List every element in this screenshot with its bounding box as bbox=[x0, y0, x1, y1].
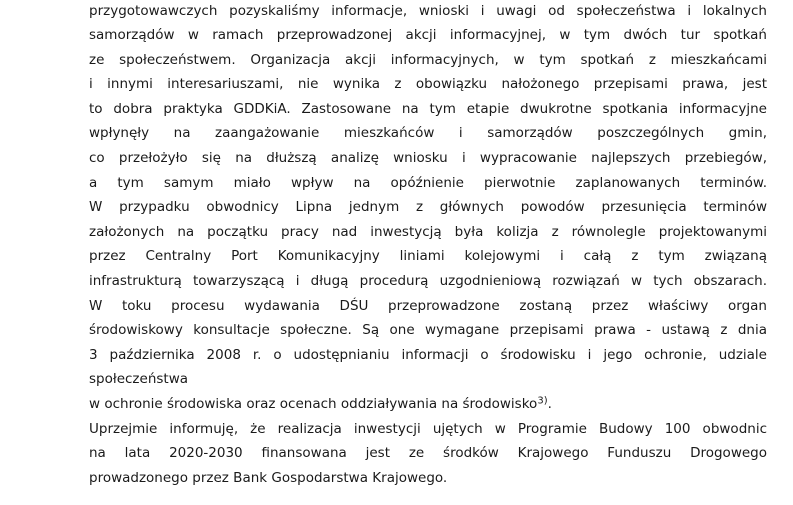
footnote-line bbox=[89, 392, 767, 417]
paragraph-line: wpłynęły na zaangażowanie mieszkańców i samorządów poszczególnych gmin, bbox=[89, 125, 767, 142]
letter-body-text bbox=[89, 0, 767, 490]
paragraph-line: W toku procesu wydawania DŚU przeprowadzone zostaną przez właściwy organ bbox=[89, 297, 767, 314]
paragraph-line: 3 października 2008 r. o udostępnianiu informacji o środowisku i jego ochronie, udziale bbox=[89, 346, 767, 363]
paragraph-line: samorządów w ramach przeprowadzonej akcji informacyjnej, w tym dwóch tur spotkań bbox=[89, 27, 767, 44]
footnote-line-period: . bbox=[547, 396, 552, 412]
paragraph-line: przygotowawczych pozyskaliśmy informacje, wnioski i uwagi od społeczeństwa i lokalnych bbox=[89, 2, 767, 19]
paragraph-line: środowiskowy konsultacje społeczne. Są one wymagane przepisami prawa - ustawą z dnia bbox=[89, 322, 767, 339]
paragraph-line: W przypadku obwodnicy Lipna jednym z głównych powodów przesunięcia terminów bbox=[89, 199, 767, 216]
paragraph-line: i innymi interesariuszami, nie wynika z obowiązku nałożonego przepisami prawa, jest bbox=[89, 76, 767, 93]
paragraph-line: to dobra praktyka GDDKiA. Zastosowane na tym etapie dwukrotne spotkania informacyjne bbox=[89, 100, 767, 117]
paragraph-line: a tym samym miało wpływ na opóźnienie pierwotnie zaplanowanych terminów. bbox=[89, 174, 767, 191]
footnote-line-text: w ochronie środowiska oraz ocenach oddziaływania na środowisko bbox=[89, 396, 538, 412]
paragraph-line: infrastrukturą towarzyszącą i długą procedurą uzgodnieniową rozwiązań w tych obszarach. bbox=[89, 273, 767, 290]
paragraph-line: na lata 2020-2030 finansowana jest ze środków Krajowego Funduszu Drogowego bbox=[89, 445, 767, 462]
footnote-marker: 3) bbox=[537, 395, 548, 407]
paragraph-line: prowadzonego przez Bank Gospodarstwa Krajowego. bbox=[89, 469, 448, 486]
paragraph-line: założonych na początku pracy nad inwestycją była kolizja z równolegle projektowanymi bbox=[89, 223, 767, 240]
paragraph-line: ze społeczeństwem. Organizacja akcji informacyjnych, w tym spotkań z mieszkańcami bbox=[89, 51, 767, 68]
paragraph-line: społeczeństwa bbox=[89, 371, 189, 388]
paragraph-line: przez Centralny Port Komunikacyjny liniami kolejowymi i całą z tym związaną bbox=[89, 248, 767, 265]
paragraph-line: co przełożyło się na dłuższą analizę wniosku i wypracowanie najlepszych przebiegów, bbox=[89, 150, 767, 167]
paragraph-line: Uprzejmie informuję, że realizacja inwestycji ujętych w Programie Budowy 100 obwodnic bbox=[89, 420, 767, 437]
